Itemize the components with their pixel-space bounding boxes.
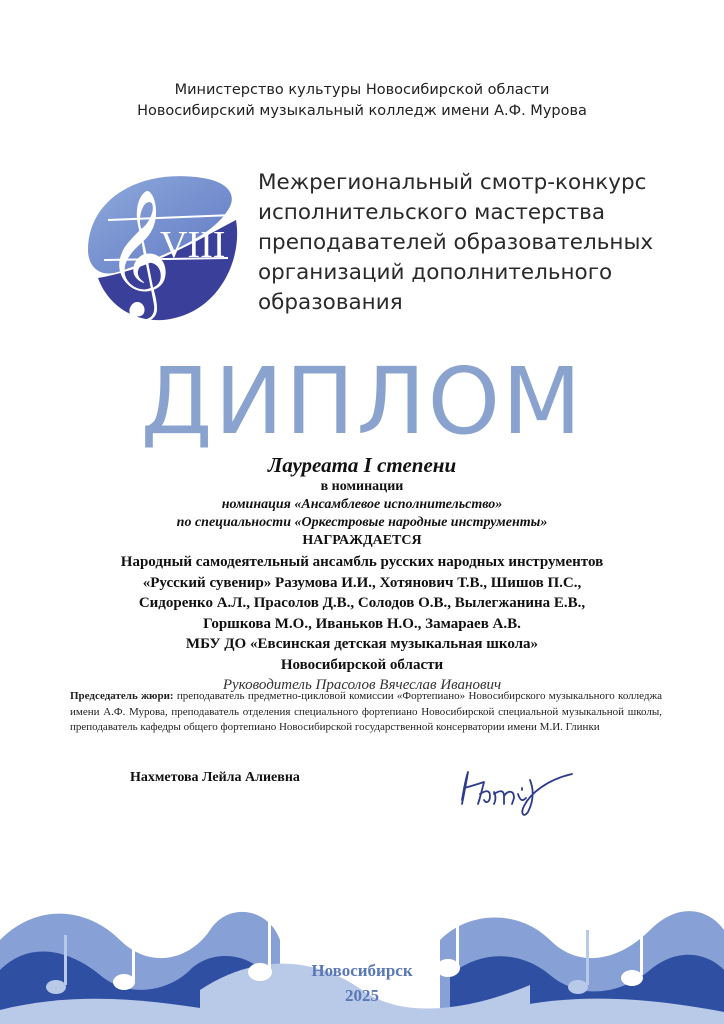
awarded-label: НАГРАЖДАЕТСЯ <box>302 533 422 548</box>
specialty-text: по специальности «Оркестровые народные инструменты» <box>176 515 548 530</box>
award-degree: Лауреата I степени <box>267 453 457 477</box>
recipient-line: Горшкова М.О., Иваньков Н.О., Замараев А.В. <box>203 615 521 632</box>
contest-title <box>258 168 698 318</box>
footer-year: 2025 <box>345 986 379 1005</box>
recipient-line: «Русский сувенир» Разумова И.И., Хотянович Т.В., Шишов П.С., <box>142 574 582 591</box>
footer-location <box>0 958 724 1008</box>
jury-chair <box>70 689 662 736</box>
signature-image <box>450 760 580 820</box>
footer-city: Новосибирск <box>311 961 413 980</box>
contest-title-line: исполнительского мастерства <box>258 200 605 225</box>
in-nomination-label: в номинации <box>320 479 404 494</box>
contest-title-line: образования <box>258 290 403 315</box>
ministry-name: Министерство культуры Новосибирской области <box>174 82 550 98</box>
award-block <box>40 452 684 695</box>
signer-name: Нахметова Лейла Алиевна <box>130 770 300 785</box>
contest-title-line: организаций дополнительного <box>258 260 613 285</box>
contest-logo <box>78 160 248 330</box>
contest-title-line: преподавателей образовательных <box>258 230 654 255</box>
logo-numeral: VIII <box>160 224 226 266</box>
leader-name: Руководитель Прасолов Вячеслав Иванович <box>222 677 502 693</box>
diploma-title: ДИПЛОМ <box>140 348 584 455</box>
jury-chair-label: Председатель жюри: <box>70 690 174 702</box>
recipient-line: Народный самодеятельный ансамбль русских народных инструментов <box>120 554 604 570</box>
recipient-line: Новосибирской области <box>280 656 444 673</box>
ministry-header <box>0 80 724 122</box>
college-name: Новосибирский музыкальный колледж имени А.Ф. Мурова <box>137 103 587 119</box>
treble-clef-icon: 𝄞 <box>106 188 172 316</box>
recipient-line: Сидоренко А.Л., Прасолов Д.В., Солодов О.В., Вылегжанина Е.В., <box>138 595 586 611</box>
recipient-line: МБУ ДО «Евсинская детская музыкальная школа» <box>185 636 539 652</box>
jury-chair-description: преподаватель предметно-цикловой комиссии «Фортепиано» Новосибирского музыкального колледжа имени А.Ф. Мурова, преподаватель отделения специального фортепиано Новосибирской специальной музыкальной школы, преподаватель кафедры общего фортепиано Новосибирской государственной консерватории имени М.И. Глинки <box>70 690 662 733</box>
recipient <box>40 552 684 675</box>
nomination-text: номинация «Ансамблевое исполнительство» <box>221 497 503 512</box>
contest-title-line: Межрегиональный смотр-конкурс <box>258 170 647 195</box>
